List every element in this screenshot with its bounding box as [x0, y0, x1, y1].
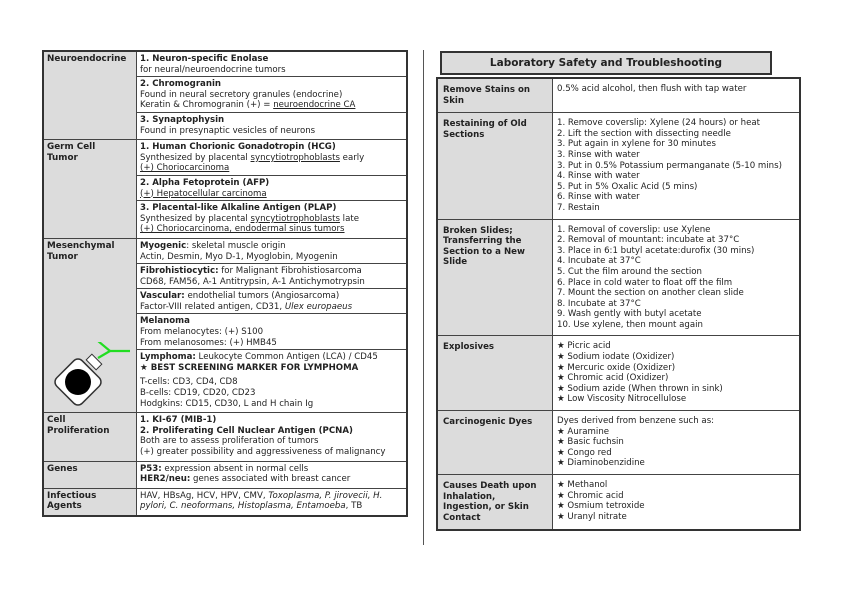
category-cell-proliferation: Cell Proliferation — [43, 413, 137, 461]
marker-afp: 2. Alpha Fetoprotein (AFP) (+) Hepatocellular carcinoma — [137, 175, 406, 200]
table-row: Causes Death upon Inhalation, Ingestion, or Skin Contact ★ Methanol ★ Chromic acid ★ Osmium tetroxide ★ Uranyl nitrate — [437, 475, 800, 531]
table-row — [43, 140, 407, 239]
table-row — [43, 488, 407, 516]
category-neuroendocrine: Neuroendocrine — [43, 51, 137, 140]
table-row: Carcinogenic Dyes Dyes derived from benzene such as: ★ Auramine ★ Basic fuchsin ★ Congo red ★ Diaminobenzidine — [437, 411, 800, 475]
marker-vascular: Vascular: endothelial tumors (Angiosarcoma) Factor-VIII related antigen, CD31, Ulex europaeus — [137, 288, 406, 313]
table-row: Explosives ★ Picric acid ★ Sodium iodate (Oxidizer) ★ Mercuric oxide (Oxidizer) ★ Chromic acid (Oxidizer) ★ Sodium azide (When thrown in sink) ★ Low Viscosity Nitrocellulose — [437, 336, 800, 411]
marker-genes: P53: expression absent in normal cells HER2/neu: genes associated with breast cancer — [140, 463, 351, 485]
section-title: Laboratory Safety and Troubleshooting — [440, 51, 772, 75]
marker-fibrohistiocytic: Fibrohistiocytic: for Malignant Fibrohistiosarcoma CD68, FAM56, A-1 Antitrypsin, A-1 Antichymotrypsin — [137, 263, 406, 288]
table-row: Broken Slides; Transferring the Section to a New Slide 1. Removal of coverslip: use Xylene 2. Removal of mountant: incubate at 37°C 3. Place in 6:1 butyl acetate:durofix (30 mins) 4. Incubate at 37°C 5. Cut the film around the section 6. Place in cold water to float off the film 7. Mount the section on another clean slide 8. Incubate at 37°C 9. Wash gently with butyl acetate 10. Use xylene, then mount again — [437, 219, 800, 336]
category-infectious-agents: Infectious Agents — [43, 488, 137, 516]
marker-plap: 3. Placental-like Alkaline Antigen (PLAP) Synthesized by placental syncytiotrophoblasts late (+) Choriocarcinoma, endodermal sinus tumors — [137, 200, 406, 236]
marker-infectious: HAV, HBsAg, HCV, HPV, CMV, Toxoplasma, P. jirovecii, H. pylori, C. neoformans, Histoplasma, Entamoeba, TB — [140, 490, 383, 512]
marker-lymphoma: Lymphoma: Leukocyte Common Antigen (LCA) / CD45 ★ BEST SCREENING MARKER FOR LYMPHOMA T-cells: CD3, CD4, CD8 B-cells: CD19, CD20, CD23 Hodgkins: CD15, CD30, L and H chain Ig — [137, 349, 406, 410]
table-row — [43, 413, 407, 461]
lab-safety-table — [436, 77, 801, 531]
marker-melanoma: Melanoma From melanocytes: (+) S100 From melanosomes: (+) HMB45 — [137, 313, 406, 349]
antibody-cell-icon — [52, 342, 142, 412]
category-remove-stains: Remove Stains on Skin — [437, 78, 553, 113]
table-row: Remove Stains on Skin 0.5% acid alcohol, then flush with tap water — [437, 78, 800, 113]
category-explosives: Explosives — [437, 336, 553, 411]
category-germ-cell: Germ Cell Tumor — [43, 140, 137, 239]
category-mesenchymal: Mesenchymal Tumor — [43, 238, 137, 412]
category-genes: Genes — [43, 461, 137, 488]
category-carcinogenic-dyes: Carcinogenic Dyes — [437, 411, 553, 475]
table-row: Restaining of Old Sections 1. Remove coverslip: Xylene (24 hours) or heat 2. Lift the section with dissecting needle 3. Put again in xylene for 30 minutes 3. Rinse with water 3. Put in 0.5% Potassium permanganate (5-10 mins) 4. Rinse with water 5. Put in 5% Oxalic Acid (5 mins) 6. Rinse with water 7. Restain — [437, 113, 800, 219]
category-restaining: Restaining of Old Sections — [437, 113, 553, 219]
marker-chromogranin: 2. Chromogranin Found in neural secretory granules (endocrine) Keratin & Chromogranin (+) = neuroendocrine CA — [137, 76, 406, 112]
category-broken-slides: Broken Slides; Transferring the Section to a New Slide — [437, 219, 553, 336]
marker-hcg: 1. Human Chorionic Gonadotropin (HCG) Synthesized by placental syncytiotrophoblasts early (+) Choriocarcinoma — [140, 142, 365, 174]
category-death-causes: Causes Death upon Inhalation, Ingestion, or Skin Contact — [437, 475, 553, 531]
marker-myogenic: Myogenic: skeletal muscle origin Actin, Desmin, Myo D-1, Myoglobin, Myogenin — [140, 240, 338, 262]
page-divider — [423, 50, 424, 545]
table-row — [43, 461, 407, 488]
table-row — [43, 51, 407, 140]
marker-synaptophysin: 3. Synaptophysin Found in presynaptic vesicles of neurons — [137, 112, 406, 137]
immunohistochemistry-table — [42, 50, 408, 517]
marker-nse: 1. Neuron-specific Enolase for neural/neuroendocrine tumors — [140, 54, 286, 75]
marker-ki67-pcna: 1. KI-67 (MIB-1) 2. Proliferating Cell Nuclear Antigen (PCNA) Both are to assess proliferation of tumors (+) greater possibility and aggressiveness of malignancy — [140, 415, 386, 457]
